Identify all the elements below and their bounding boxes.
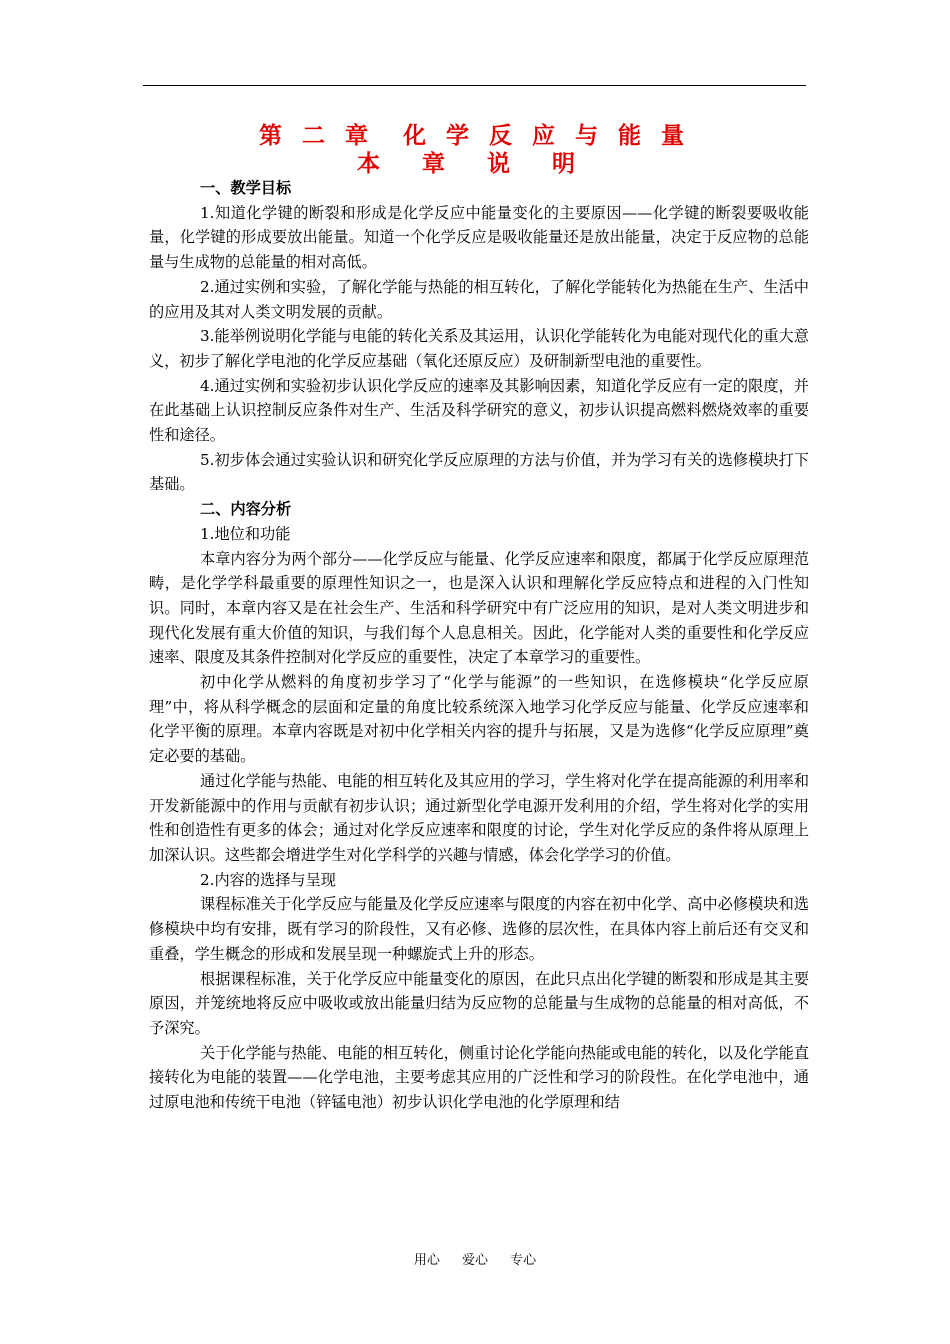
paragraph: 课程标准关于化学反应与能量及化学反应速率与限度的内容在初中化学、高中必修模块和选修模块中均有安排，既有学习的阶段性，又有必修、选修的层次性，在具体内容上前后还有交叉和重叠，学生概念的形成和发展呈现一种螺旋式上升的形态。 bbox=[149, 895, 809, 963]
subheading: 2.内容的选择与呈现 bbox=[200, 870, 336, 889]
paragraph: 本章内容分为两个部分——化学反应与能量、化学反应速率和限度，都属于化学反应原理范畴，是化学学科最重要的原理性知识之一，也是深入认识和理解化学反应特点和进程的入门性知识。同时，本章内容又是在社会生产、生活和科学研究中有广泛应用的知识，是对人类文明进步和现代化发展有重大价值的知识，与我们每个人息息相关。因此，化学能对人类的重要性和化学反应速率、限度及其条件控制对化学反应的重要性，决定了本章学习的重要性。 bbox=[149, 549, 809, 667]
section-heading: 一、教学目标 bbox=[200, 179, 292, 197]
chapter-subtitle: 本 章 说 明 bbox=[356, 151, 593, 177]
header-rule bbox=[143, 85, 806, 86]
paragraph: 1.知道化学键的断裂和形成是化学反应中能量变化的主要原因——化学键的断裂要吸收能量，化学键的形成要放出能量。知道一个化学反应是吸收能量还是放出能量，决定于反应物的总能量与生成物的总能量的相对高低。 bbox=[149, 203, 809, 272]
paragraph: 根据课程标准，关于化学反应中能量变化的原因，在此只点出化学键的断裂和形成是其主要原因，并笼统地将反应中吸收或放出能量归结为反应物的总能量与生成物的总能量的相对高低，不予深究。 bbox=[149, 969, 809, 1037]
paragraph: 4.通过实例和实验初步认识化学反应的速率及其影响因素，知道化学反应有一定的限度，并在此基础上认识控制反应条件对生产、生活及科学研究的意义，初步认识提高燃料燃烧效率的重要性和途径。 bbox=[149, 376, 809, 445]
chapter-title: 第 二 章 化 学 反 应 与 能 量 bbox=[258, 123, 691, 149]
title-block bbox=[143, 122, 806, 178]
subheading: 1.地位和功能 bbox=[200, 524, 291, 543]
section-heading: 二、内容分析 bbox=[200, 500, 292, 519]
paragraph: 初中化学从燃料的角度初步学习了“化学与能源”的一些知识，在选修模块“化学反应原理”中，将从科学概念的层面和定量的角度比较系统深入地学习化学反应与能量、化学反应速率和化学平衡的原理。本章内容既是对初中化学相关内容的提升与拓展，又是为选修“化学反应原理”奠定必要的基础。 bbox=[149, 673, 809, 766]
paragraph: 3.能举例说明化学能与电能的转化关系及其运用，认识化学能转化为电能对现代化的重大意义，初步了解化学电池的化学反应基础（氧化还原反应）及研制新型电池的重要性。 bbox=[149, 327, 809, 370]
document-body bbox=[149, 176, 809, 1115]
paragraph: 关于化学能与热能、电能的相互转化，侧重讨论化学能向热能或电能的转化，以及化学能直接转化为电能的装置——化学电池，主要考虑其应用的广泛性和学习的阶段性。在化学电池中，通过原电池和传统干电池（锌锰电池）初步认识化学电池的化学原理和结 bbox=[149, 1043, 809, 1112]
page-footer: 用心 爱心 专心 bbox=[413, 1253, 537, 1268]
paragraph: 通过化学能与热能、电能的相互转化及其应用的学习，学生将对化学在提高能源的利用率和开发新能源中的作用与贡献有初步认识；通过新型化学电源开发利用的介绍，学生将对化学的实用性和创造性有更多的体会；通过对化学反应速率和限度的讨论，学生对化学反应的条件将从原理上加深认识。这些都会增进学生对化学科学的兴趣与情感，体会化学学习的价值。 bbox=[149, 771, 809, 864]
paragraph: 2.通过实例和实验，了解化学能与热能的相互转化，了解化学能转化为热能在生产、生活中的应用及其对人类文明发展的贡献。 bbox=[149, 277, 809, 321]
paragraph: 5.初步体会通过实验认识和研究化学反应原理的方法与价值，并为学习有关的选修模块打下基础。 bbox=[149, 450, 809, 494]
